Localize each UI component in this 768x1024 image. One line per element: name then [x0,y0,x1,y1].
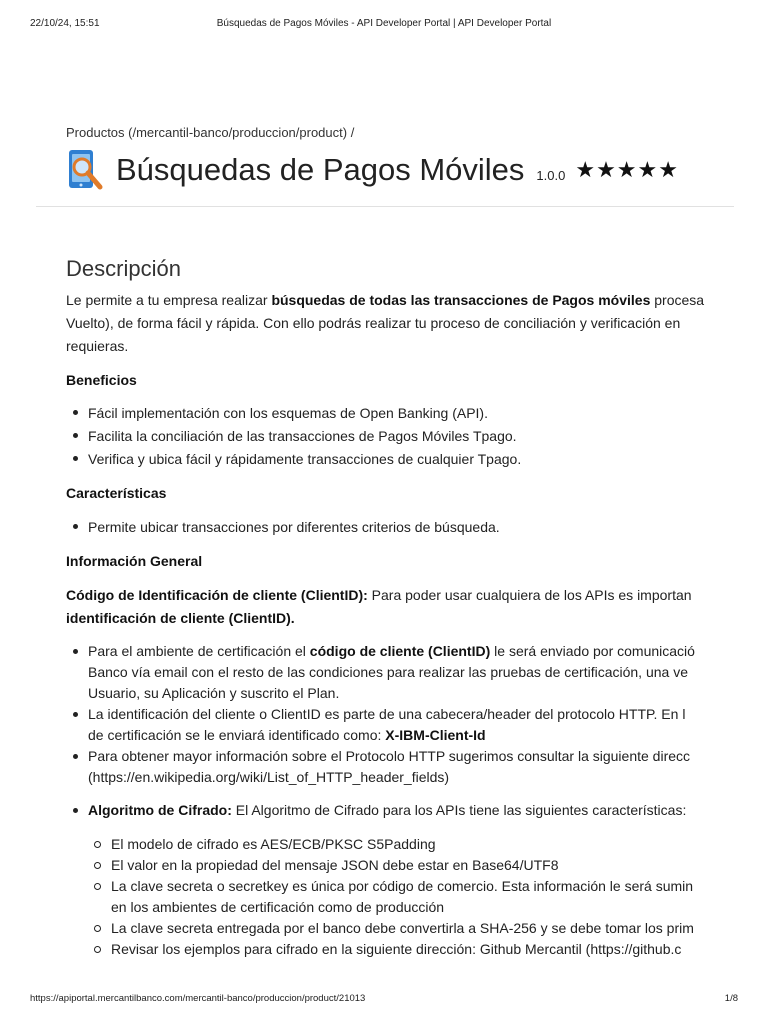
beneficios-heading: Beneficios [66,372,137,388]
caracteristicas-list [66,516,734,539]
list-item: Verifica y ubica fácil y rápidamente transacciones de cualquier Tpago. [66,448,734,471]
breadcrumb[interactable]: Productos (/mercantil-banco/produccion/product) / [66,125,355,140]
list-item: Para obtener mayor información sobre el Protocolo HTTP sugerimos consultar la siguiente direcc (https://en.wikipedia.org/wiki/List_of_HTTP_header_fields) [66,746,734,788]
product-version: 1.0.0 [536,167,566,183]
print-datetime: 22/10/24, 15:51 [30,18,100,29]
clientid-line-1: Código de Identificación de cliente (ClientID): Para poder usar cualquiera de los APIs es importan [66,587,692,603]
list-item: La identificación del cliente o ClientID es parte de una cabecera/header del protocolo HTTP. En l de certificación se le enviará identificado como: X-IBM-Client-Id [66,704,734,746]
list-item: Algoritmo de Cifrado: El Algoritmo de Cifrado para los APIs tiene las siguientes características: [66,800,734,821]
list-item: La clave secreta entregada por el banco debe convertirla a SHA-256 y se debe tomar los prim [66,918,734,939]
caracteristicas-heading: Características [66,485,167,501]
list-item: Fácil implementación con los esquemas de Open Banking (API). [66,402,734,425]
list-item: La clave secreta o secretkey es única por código de comercio. Esta información le será sumin en los ambientes de certificación como de producción [66,876,734,918]
product-title: Búsquedas de Pagos Móviles [116,152,525,187]
beneficios-list [66,402,734,471]
list-item: El modelo de cifrado es AES/ECB/PKSC S5Padding [66,834,734,855]
clientid-line-2: identificación de cliente (ClientID). [66,610,295,626]
description-body [66,289,734,960]
intro-line-1: Le permite a tu empresa realizar búsquedas de todas las transacciones de Pagos móviles procesa [66,292,705,308]
page-number: 1/8 [724,993,738,1004]
wikipedia-link[interactable]: (https://en.wikipedia.org/wiki/List_of_HTTP_header_fields) [88,769,450,785]
product-header [66,148,679,192]
algoritmo-list [66,800,734,821]
description-heading: Descripción [66,256,181,281]
intro-line-3: requieras. [66,338,129,354]
print-url: https://apiportal.mercantilbanco.com/mercantil-banco/produccion/product/21013 [30,993,366,1004]
list-item[interactable]: Revisar los ejemplos para cifrado en la siguiente dirección: Github Mercantil (https://github.c [66,939,734,960]
list-item: Facilita la conciliación de las transacciones de Pagos Móviles Tpago. [66,425,734,448]
mobile-search-icon [66,149,104,191]
print-footer [30,993,738,1007]
clientid-list [66,641,734,788]
header-divider [36,206,734,207]
algoritmo-sublist [66,834,734,960]
list-item: Permite ubicar transacciones por diferentes criterios de búsqueda. [66,516,734,539]
list-item: Para el ambiente de certificación el código de cliente (ClientID) le será enviado por comunicació Banco vía email con el resto de las condiciones para realizar las pruebas de certificación, una ve Usuario, su Aplicación y suscrito el Plan. [66,641,734,704]
list-item: El valor en la propiedad del mensaje JSON debe estar en Base64/UTF8 [66,855,734,876]
print-page-title: Búsquedas de Pagos Móviles - API Developer Portal | API Developer Portal [216,18,552,29]
rating-stars[interactable]: ★★★★★ [575,157,679,182]
intro-line-2: Vuelto), de forma fácil y rápida. Con ello podrás realizar tu proceso de conciliación y verificación en [66,315,681,331]
informacion-heading: Información General [66,553,203,569]
